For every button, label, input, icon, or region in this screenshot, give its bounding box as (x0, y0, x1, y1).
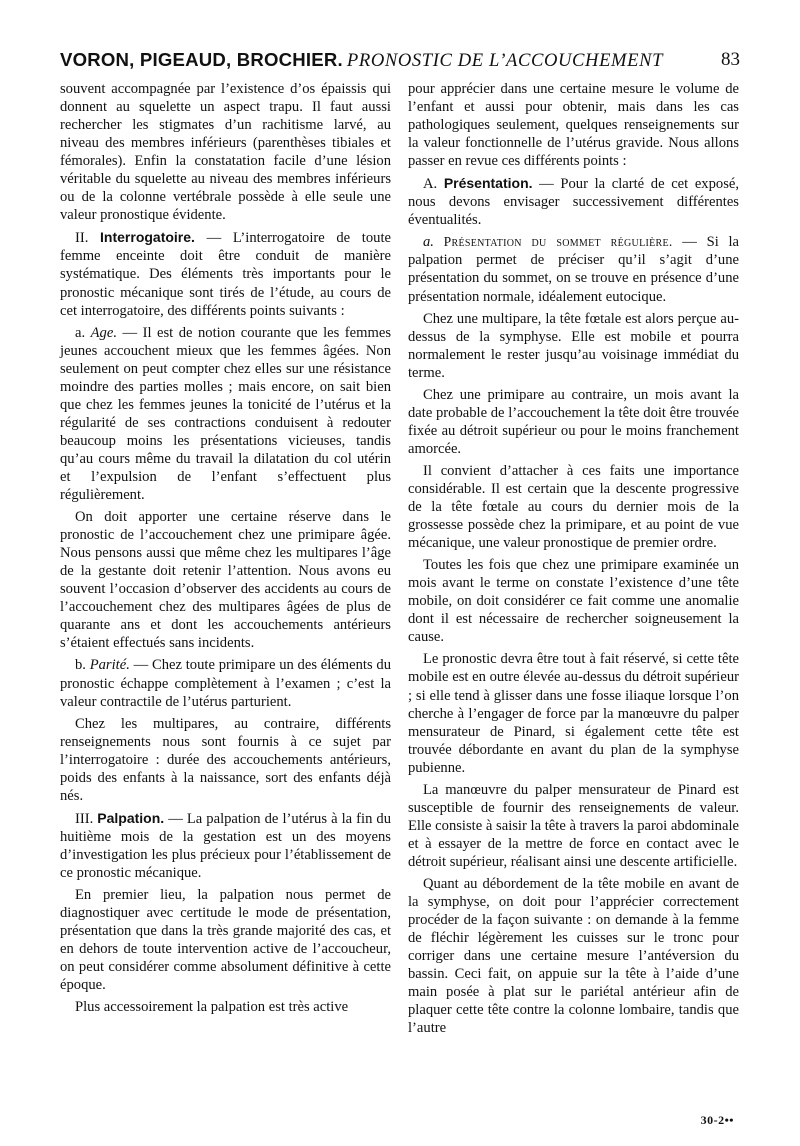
subsection-sommet (408, 233, 739, 305)
subsection-age (60, 324, 391, 504)
header-authors: VORON, PIGEAUD, BROCHIER. (60, 49, 343, 70)
subsection-text: — Si la palpation permet de préciser qu’il s’agit d’une présentation du sommet, on se trouve en présence d’une présentation normale, idéalement eutocique. (408, 234, 739, 305)
subsection-heading: Présentation du sommet régulière. (443, 234, 673, 250)
subsection-parite (60, 656, 391, 710)
right-column (408, 80, 739, 1041)
section-text: — Pour la clarté de cet exposé, nous devons envisager successivement différentes éventualités. (408, 176, 740, 229)
paragraph: La manœuvre du palper mensurateur de Pinard est susceptible de fournir des renseignements de valeur. Elle consiste à saisir la tête à travers la paroi abdominale et à essayer de la mettre de force en contact avec le détroit supérieur, réalisant ainsi une descente artificielle. (408, 781, 739, 870)
section-text: — La palpation de l’utérus à la fin du huitième mois de la gestation est un des moyens d’investigation les plus précieux pour l’établissement de ce pronostic mécanique. (60, 810, 391, 881)
section-number: III. (75, 810, 98, 827)
paragraph: Le pronostic devra être tout à fait réservé, si cette tête mobile est en outre élevée au-dessus du détroit supérieur ; si elle tend à glisser dans une fosse iliaque lorsque l’on cherche à l’engager de force par la manœuvre du palper mensurateur de Pinard, si également cette tête est trouvée débordante en avant du plan de la symphyse pubienne. (408, 651, 739, 776)
subsection-label: b. (75, 657, 90, 674)
section-text: — L’interrogatoire de toute femme enceinte doit être conduit de manière systématique. Des éléments très importants pour le pronostic mécanique sont tirés de l’étude, au cours de cet interrogatoire, des différents points suivants : (60, 230, 391, 319)
paragraph: souvent accompagnée par l’existence d’os épaissis qui donnent au squelette un aspect trapu. Il faut aussi rechercher les stigmates d’un rachitisme larvé, au niveau des membres inférieurs (parenthèses tibiales et fémorales). Enfin la constatation facile d’une lésion véritable du squelette au niveau des membres inférieurs ou de la colonne vertébrale possède à elle seule une valeur pronostique évidente. (60, 81, 391, 224)
section-number: A. (423, 176, 444, 193)
section-heading: Présentation. (443, 175, 533, 192)
subsection-text: — Il est de notion courante que les femmes jeunes accouchent mieux que les femmes âgées. Non seulement on peut compter chez elles sur une résistance moindre des parties molles ; mais encore, on sait bien que chez les femmes jeunes la tonicité de l’utérus et la régularité de ses contractions conduisent à redouter beaucoup moins les présentations vicieuses, tandis qu’au cours même du travail la dilatation du col utérin et l’expulsion de l’enfant s’effectuent plus régulièrement. (60, 324, 392, 504)
paragraph: Toutes les fois que chez une primipare examinée un mois avant le terme on constate l’existence d’une tête mobile, on doit considérer ce fait comme une anomalie dont il est nécessaire de rechercher soigneusement la cause. (408, 557, 739, 646)
section-palpation (60, 809, 391, 882)
section-interrogatoire (60, 228, 391, 319)
section-number: II. (75, 230, 101, 247)
subsection-heading: Age. (90, 324, 117, 341)
paragraph: Chez les multipares, au contraire, différents renseignements nous sont fournis à ce sujet par l’interrogatoire : durée des accouchements antérieurs, poids des enfants à la naissance, sort des enfants déjà nés. (60, 715, 391, 804)
subsection-label: a. (423, 234, 444, 251)
subsection-text: — Chez toute primipare un des éléments du pronostic échappe complètement à l’examen ; c’est la valeur contractile de l’utérus parturient. (60, 657, 392, 710)
page-number: 83 (721, 49, 740, 70)
printer-signature: 30-2•• (700, 1113, 734, 1127)
paragraph: pour apprécier dans une certaine mesure le volume de l’enfant et aussi pour obtenir, mais dans les cas pathologiques seulement, quelques renseignements sur la valeur fonctionnelle de l’utérus gravide. Nous allons passer en revue ces différents points : (408, 81, 739, 170)
paragraph: Chez une multipare, la tête fœtale est alors perçue au-dessus de la symphyse. Elle est mobile et pourra normalement le rester jusqu’au voisinage immédiat du terme. (408, 310, 739, 381)
running-header (60, 44, 740, 76)
section-presentation (408, 174, 739, 229)
section-heading: Palpation. (97, 809, 165, 826)
subsection-heading: Parité. (89, 657, 130, 674)
paragraph: Quant au débordement de la tête mobile en avant de la symphyse, on doit pour l’apprécier correctement procéder de la façon suivante : on demande à la femme de fléchir légèrement les cuisses sur le tronc pour corriger dans une certaine mesure l’antéversion du bassin. Ceci fait, on appuie sur la tête à l’aide d’une main posée à plat sur le pariétal antérieur afin de plaquer cette tête contre la colonne lombaire, tandis que l’autre (408, 875, 739, 1037)
header-title: PRONOSTIC DE L’ACCOUCHEMENT (346, 50, 664, 71)
left-column (60, 80, 391, 1020)
section-heading: Interrogatoire. (100, 229, 195, 246)
subsection-label: a. (75, 324, 91, 341)
paragraph: Il convient d’attacher à ces faits une importance considérable. Il est certain que la descente progressive de la tête fœtale au cours du dernier mois de la grossesse possède chez la primipare, et au point de vue mécanique, une valeur pronostique de premier ordre. (408, 462, 739, 552)
paragraph: On doit apporter une certaine réserve dans le pronostic de l’accouchement chez une primipare âgée. Nous pensons aussi que même chez les multipares l’âge de la gestante doit retenir l’attention. Nous avons eu souvent l’occasion d’observer des accidents au cours de l’accouchement chez des multipares âgées de plus de quarante ans et dont les accouchements antérieurs s’étaient effectués sans incidents. (60, 509, 391, 652)
paragraph: En premier lieu, la palpation nous permet de diagnostiquer avec certitude le mode de présentation, présentation que dans la très grande majorité des cas, et en dehors de toute intervention active de l’accoucheur, on peut considérer comme absolument définitive à cette époque. (60, 887, 391, 994)
paragraph: Chez une primipare au contraire, un mois avant la date probable de l’accouchement la tête doit être trouvée fixée au détroit supérieur ou pour le moins franchement amorcée. (408, 386, 739, 457)
paragraph: Plus accessoirement la palpation est très active (75, 999, 349, 1016)
